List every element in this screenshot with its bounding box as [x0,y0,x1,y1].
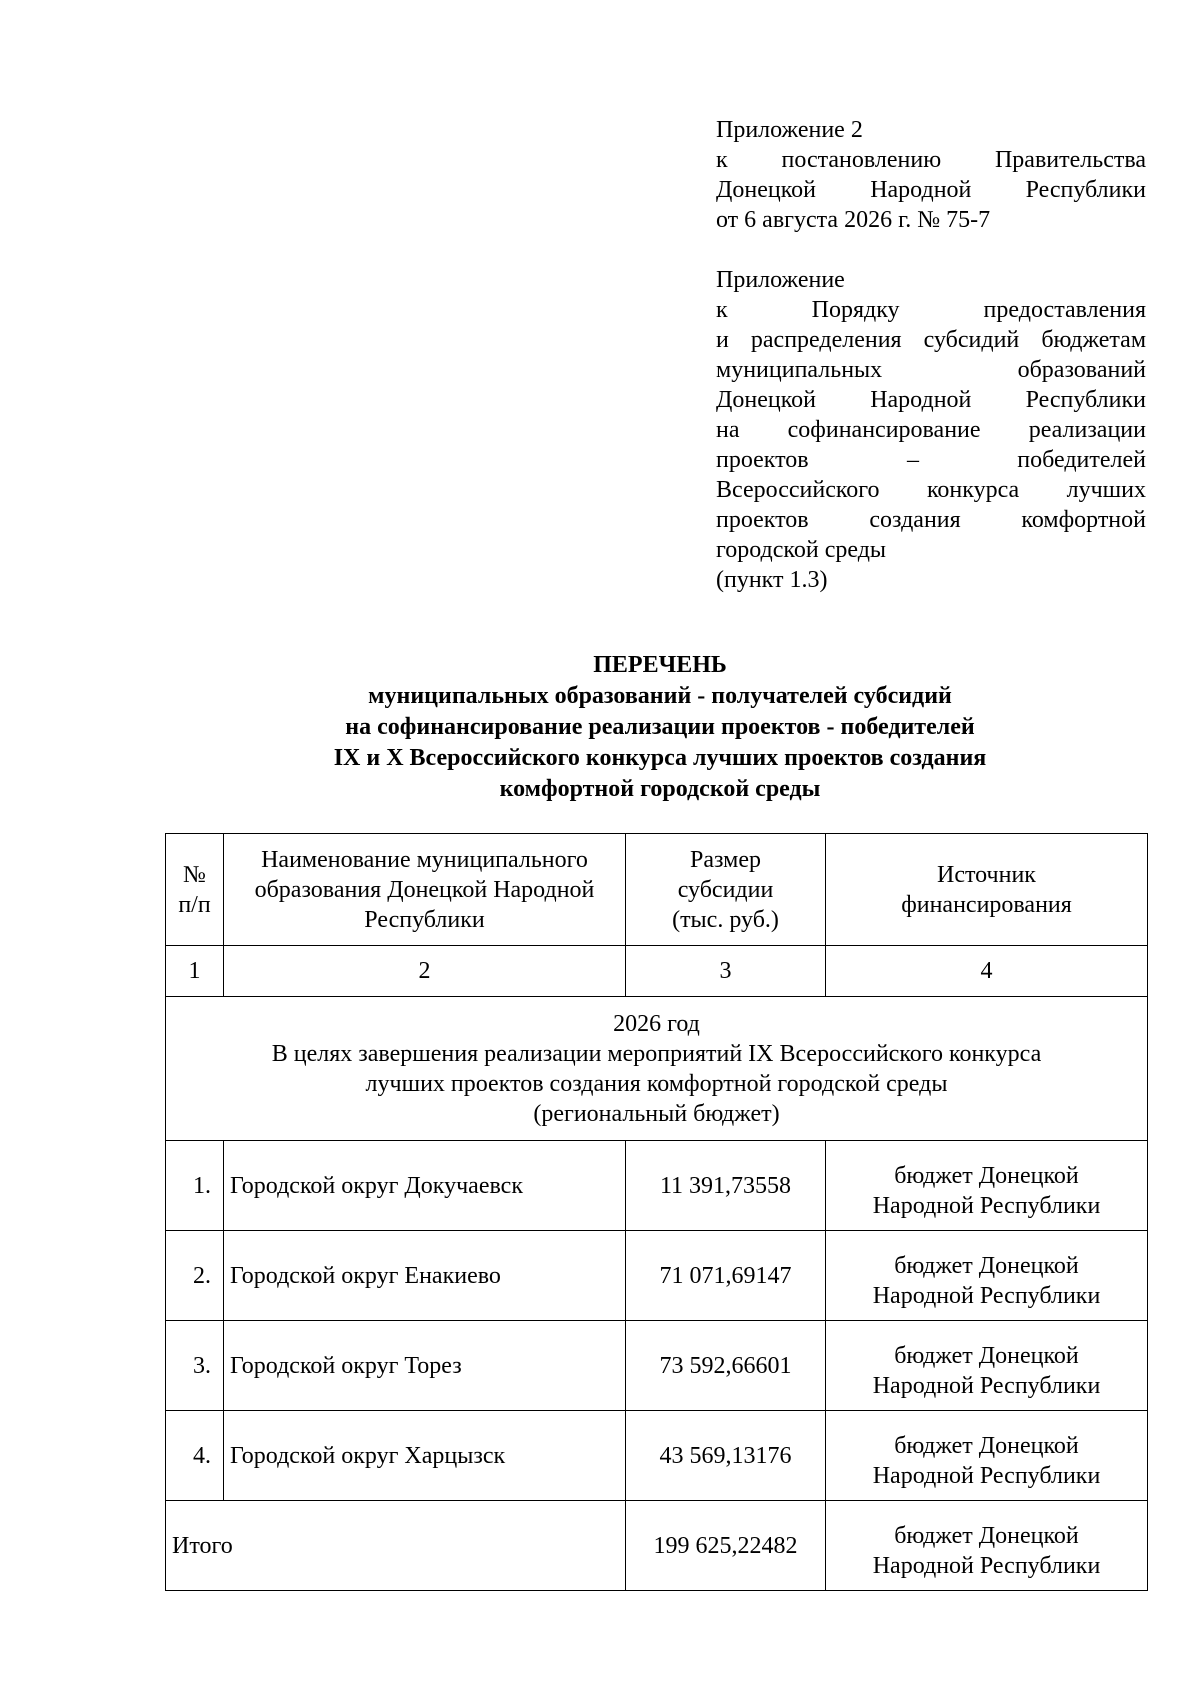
section-line: (региональный бюджет) [533,1100,780,1127]
appendix-procedure-line: проектов создания комфортной [716,507,1146,533]
row-amount: 43 569,13176 [626,1411,826,1501]
row-source: бюджет Донецкой Народной Республики [826,1321,1148,1411]
row-number: 3. [166,1321,224,1411]
column-number: 2 [224,946,626,997]
row-source: бюджет Донецкой Народной Республики [826,1411,1148,1501]
document-subtitle-line: муниципальных образований - получателей субсидий [368,683,952,709]
row-amount: 73 592,66601 [626,1321,826,1411]
document-subtitle-line: комфортной городской среды [499,776,821,802]
column-number: 4 [826,946,1148,997]
row-number: 1. [166,1141,224,1231]
row-source: бюджет Донецкой Народной Республики [826,1141,1148,1231]
header-num: № п/п [166,834,224,946]
total-row [166,1501,1148,1591]
section-line: В целях завершения реализации мероприятий IX Всероссийского конкурса [271,1040,1042,1067]
row-amount: 71 071,69147 [626,1231,826,1321]
total-source: бюджет Донецкой Народной Республики [826,1501,1148,1591]
appendix-procedure-point: (пункт 1.3) [716,567,828,593]
appendix-2-block [716,115,1146,235]
table-row [166,1411,1148,1501]
row-source: бюджет Донецкой Народной Республики [826,1231,1148,1321]
section-year: 2026 год [613,1010,700,1037]
section-row [166,997,1148,1141]
column-numbers-row [166,946,1148,997]
document-heading [150,650,1170,805]
row-number: 2. [166,1231,224,1321]
total-amount: 199 625,22482 [626,1501,826,1591]
document-title: ПЕРЕЧЕНЬ [593,652,727,678]
table-row [166,1231,1148,1321]
table-row [166,1321,1148,1411]
appendix-2-line: Донецкой Народной Республики [716,177,1146,203]
header-name: Наименование муниципального образования Донецкой Народной Республики [224,834,626,946]
document-subtitle-line: на софинансирование реализации проектов - победителей [345,714,975,740]
header-amount: Размер субсидии (тыс. руб.) [626,834,826,946]
appendix-procedure-line: Всероссийского конкурса лучших [716,477,1146,503]
appendix-procedure-line: муниципальных образований [716,357,1146,383]
row-municipality: Городской округ Харцызск [224,1411,626,1501]
appendix-procedure-line: Донецкой Народной Республики [716,387,1146,413]
section-line: лучших проектов создания комфортной городской среды [365,1070,948,1097]
row-municipality: Городской округ Докучаевск [224,1141,626,1231]
row-municipality: Городской округ Торез [224,1321,626,1411]
appendix-procedure-line: проектов – победителей [716,447,1146,473]
appendix-2-title: Приложение 2 [716,117,863,143]
appendix-procedure-title: Приложение [716,267,845,293]
section-caption [166,997,1148,1141]
row-amount: 11 391,73558 [626,1141,826,1231]
appendix-2-line: к постановлению Правительства [716,147,1146,173]
appendix-procedure-line: на софинансирование реализации [716,417,1146,443]
row-municipality: Городской округ Енакиево [224,1231,626,1321]
appendix-2-date: от 6 августа 2026 г. № 75-7 [716,207,991,233]
appendix-procedure-line: к Порядку предоставления [716,297,1146,323]
column-number: 1 [166,946,224,997]
column-number: 3 [626,946,826,997]
header-source: Источник финансирования [826,834,1148,946]
appendix-procedure-line: городской среды [716,537,887,563]
municipalities-table [165,833,1148,1591]
total-label: Итого [166,1501,626,1591]
appendix-procedure-line: и распределения субсидий бюджетам [716,327,1146,353]
table-row [166,1141,1148,1231]
row-number: 4. [166,1411,224,1501]
table-header-row [166,834,1148,946]
appendix-procedure-block [716,265,1146,595]
document-subtitle-line: IX и X Всероссийского конкурса лучших проектов создания [333,745,987,771]
